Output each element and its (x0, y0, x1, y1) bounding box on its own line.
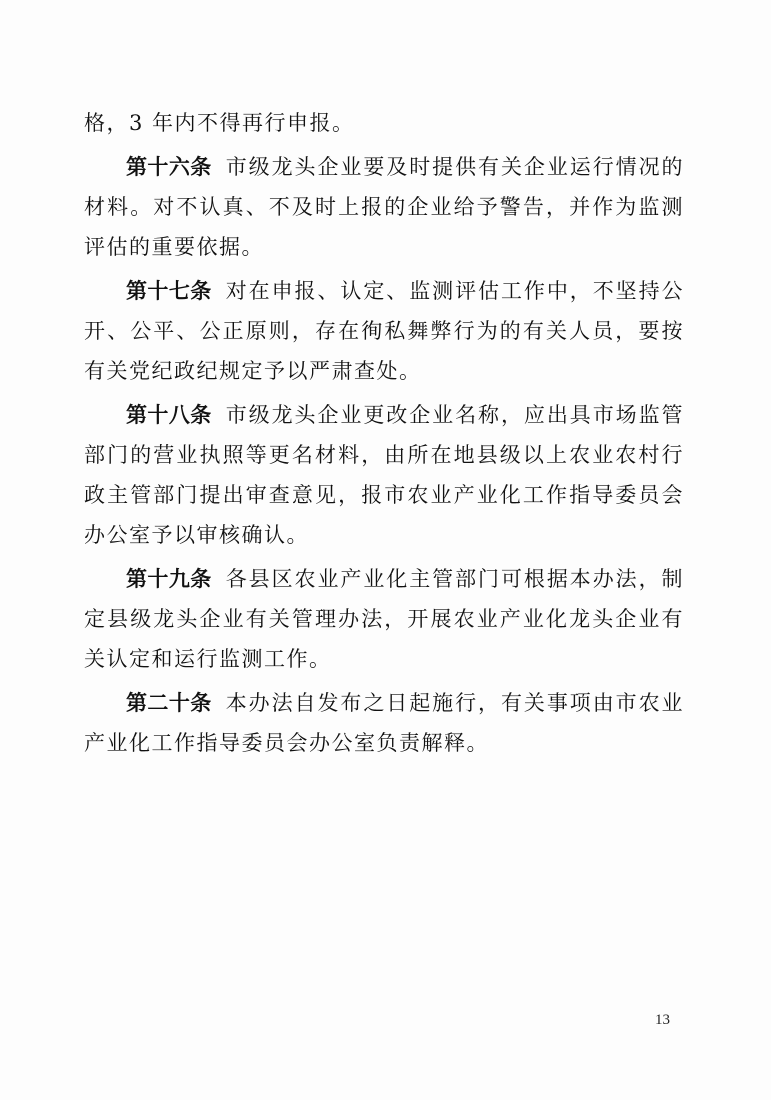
paragraph-continuation (84, 103, 684, 143)
article-text: 市级龙头企业更改企业名称，应出具市场监管部门的营业执照等更名材料，由所在地县级以上农业农村行政主管部门提出审查意见，报市农业产业化工作指导委员会办公室予以审核确认。 (84, 403, 685, 547)
paragraph-text: 格，3 年内不得再行申报。 (84, 111, 355, 135)
page-number: 13 (655, 1012, 670, 1028)
article-text: 各县区农业产业化主管部门可根据本办法，制定县级龙头企业有关管理办法，开展农业产业化龙头企业有关认定和运行监测工作。 (84, 567, 685, 671)
article-text: 本办法自发布之日起施行，有关事项由市农业产业化工作指导委员会办公室负责解释。 (84, 691, 685, 755)
article-18 (84, 395, 684, 555)
article-number: 第二十条 (126, 690, 212, 715)
article-19 (84, 559, 684, 679)
article-text: 市级龙头企业要及时提供有关企业运行情况的材料。对不认真、不及时上报的企业给予警告，并作为监测评估的重要依据。 (84, 155, 685, 259)
article-text: 对在申报、认定、监测评估工作中，不坚持公开、公平、公正原则，存在徇私舞弊行为的有关人员，要按有关党纪政纪规定予以严肃查处。 (84, 279, 685, 383)
article-number: 第十六条 (126, 154, 212, 179)
document-body (84, 103, 684, 767)
article-number: 第十八条 (126, 402, 212, 427)
article-17 (84, 271, 684, 391)
article-number: 第十九条 (126, 566, 212, 591)
article-20 (84, 683, 684, 763)
article-16 (84, 147, 684, 267)
article-number: 第十七条 (126, 278, 212, 303)
